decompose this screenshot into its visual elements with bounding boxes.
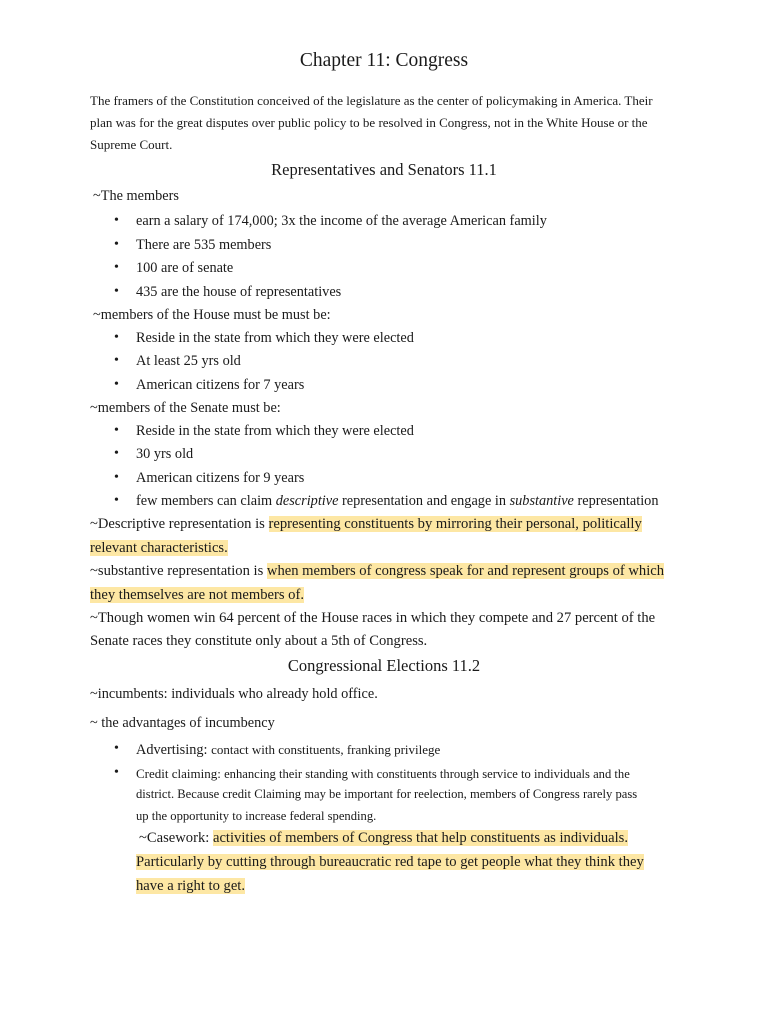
highlight: activities of members of Congress that help constituents as individuals. bbox=[212, 830, 629, 846]
advantages-label: ~ the advantages of incumbency bbox=[90, 715, 275, 731]
list-item: 435 are the house of representatives bbox=[136, 284, 342, 300]
casework-definition: ~Casework: activities of members of Congress that help constituents as individuals. bbox=[139, 830, 629, 846]
list-item: 30 yrs old bbox=[136, 446, 194, 462]
highlight: have a right to get. bbox=[136, 878, 246, 894]
intro-line-2: plan was for the great disputes over public policy to be resolved in Congress, not in the White House or the bbox=[90, 115, 648, 130]
descriptive-definition: ~Descriptive representation is representing constituents by mirroring their personal, politically bbox=[90, 516, 642, 532]
credit-claiming-line-3: up the opportunity to increase federal spending. bbox=[136, 809, 377, 823]
list-item: American citizens for 7 years bbox=[136, 377, 305, 393]
highlight: representing constituents by mirroring their personal, politically bbox=[268, 516, 642, 532]
bullet: • bbox=[114, 330, 119, 345]
section-heading-elections: Congressional Elections 11.2 bbox=[287, 656, 481, 675]
section-heading-representatives: Representatives and Senators 11.1 bbox=[271, 160, 497, 179]
substantive-definition-cont bbox=[90, 587, 304, 604]
list-item-few-members: few members can claim descriptive representation and engage in substantive representation bbox=[136, 493, 659, 509]
list-item: 100 are of senate bbox=[136, 260, 234, 276]
bullet: • bbox=[114, 470, 119, 485]
bullet: • bbox=[114, 741, 119, 756]
intro-line-3: Supreme Court. bbox=[90, 137, 173, 152]
bullet: • bbox=[114, 260, 119, 275]
bullet: • bbox=[114, 353, 119, 368]
bullet: • bbox=[114, 213, 119, 228]
bullet: • bbox=[114, 765, 119, 780]
list-item: American citizens for 9 years bbox=[136, 470, 305, 486]
women-statistic-line-2: Senate races they constitute only about a 5th of Congress. bbox=[90, 633, 428, 649]
bullet: • bbox=[114, 284, 119, 299]
advertising-item: Advertising: contact with constituents, franking privilege bbox=[136, 742, 441, 758]
casework-definition-cont bbox=[136, 854, 644, 871]
list-item: There are 535 members bbox=[136, 237, 272, 253]
highlight: they themselves are not members of. bbox=[90, 587, 304, 603]
intro-line-1: The framers of the Constitution conceived of the legislature as the center of policymaking in America. Their bbox=[90, 93, 653, 108]
bullet: • bbox=[114, 493, 119, 508]
women-statistic-line-1: ~Though women win 64 percent of the House races in which they compete and 27 percent of the bbox=[90, 610, 656, 626]
highlight: when members of congress speak for and represent groups of which bbox=[266, 563, 665, 579]
credit-claiming-item: Credit claiming: enhancing their standing with constituents through service to individuals and the bbox=[136, 766, 630, 781]
list-item: Reside in the state from which they were elected bbox=[136, 423, 414, 439]
bullet: • bbox=[114, 423, 119, 438]
highlight: Particularly by cutting through bureaucratic red tape to get people what they think they bbox=[136, 854, 644, 870]
descriptive-definition-cont bbox=[90, 540, 228, 557]
credit-claiming-line-2: district. Because credit Claiming may be important for reelection, members of Congress rarely pass bbox=[136, 787, 638, 801]
page-title: Chapter 11: Congress bbox=[299, 50, 469, 71]
incumbents-definition: ~incumbents: individuals who already hold office. bbox=[90, 686, 378, 702]
list-item: Reside in the state from which they were elected bbox=[136, 330, 414, 346]
substantive-definition: ~substantive representation is when members of congress speak for and represent groups of which bbox=[90, 563, 665, 579]
bullet: • bbox=[114, 446, 119, 461]
senate-label: ~members of the Senate must be: bbox=[90, 400, 281, 416]
bullet: • bbox=[114, 377, 119, 392]
list-item: earn a salary of 174,000; 3x the income of the average American family bbox=[136, 213, 547, 229]
members-label: ~The members bbox=[93, 188, 179, 204]
house-label: ~members of the House must be must be: bbox=[93, 307, 331, 323]
list-item: At least 25 yrs old bbox=[136, 353, 241, 369]
casework-definition-end bbox=[136, 878, 245, 895]
highlight: relevant characteristics. bbox=[90, 540, 228, 556]
bullet: • bbox=[114, 237, 119, 252]
